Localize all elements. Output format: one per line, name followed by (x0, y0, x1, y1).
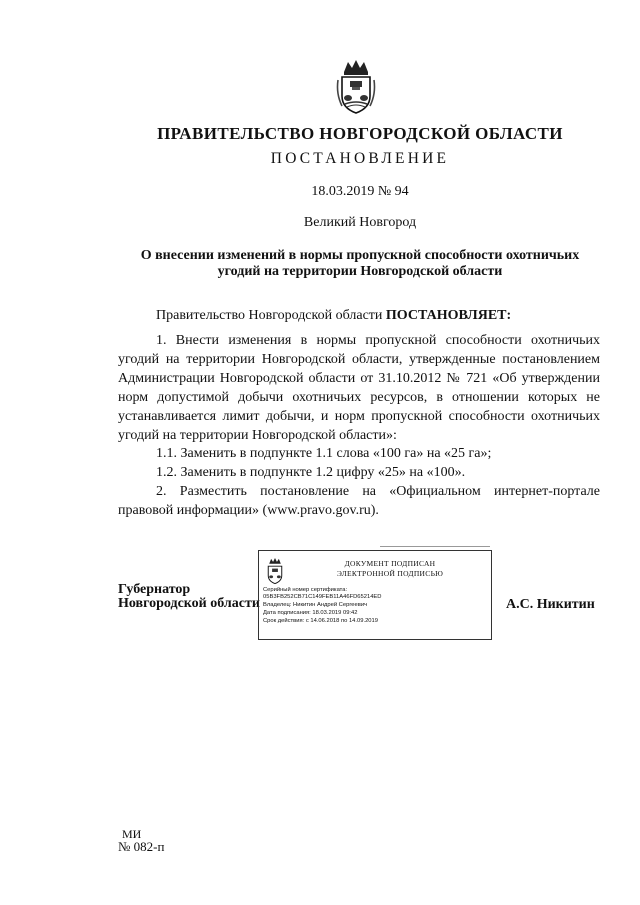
coat-of-arms-icon (334, 58, 378, 116)
decree-intro-text: Правительство Новгородской области (156, 308, 386, 323)
certificate-owner: Владелец: Никитин Андрей Сергеевич (263, 602, 368, 608)
stamp-divider (380, 546, 490, 547)
signing-date: Дата подписания: 18.03.2019 09:42 (263, 610, 358, 616)
document-type: ПОСТАНОВЛЕНИЕ (270, 150, 450, 167)
certificate-validity: Срок действия: с 14.06.2018 по 14.09.2019 (263, 618, 378, 624)
stamp-title-line-1: ДОКУМЕНТ ПОДПИСАН (344, 559, 436, 568)
signer-name: А.С. Никитин (506, 597, 595, 612)
decree-intro (118, 306, 600, 325)
coat-of-arms-icon (264, 557, 286, 585)
document-subject (60, 248, 640, 280)
signer-position-line-2: Новгородской области (118, 596, 260, 611)
paragraph-1-1: 1.1. Заменить в подпункте 1.1 слова «100 га» на «25 га»; (156, 446, 492, 461)
stamp-title-line-2: ЭЛЕКТРОННОЙ ПОДПИСЬЮ (336, 569, 444, 578)
signer-position-line-1: Губернатор (118, 582, 191, 597)
subject-line-2: угодий на территории Новгородской области (217, 264, 503, 279)
subject-line-1: О внесении изменений в нормы пропускной способности охотничьих (140, 248, 580, 263)
paragraph-1: 1. Внести изменения в нормы пропускной способности охотничьих угодий на территории Новгородской области, утвержденные постановлением Администрации Новгородской области от 31.10.2012 № 721 «Об утверждении норм допустимой добычи охотничьих ресурсов, в отношении которых не устанавливается лимит добычи, и норм пропускной способности охотничьих угодий на территории Новгородской области»: (118, 333, 600, 443)
date-and-number: 18.03.2019 № 94 (311, 184, 409, 199)
paragraph-2: 2. Разместить постановление на «Официальном интернет-портале правовой информации» (www.pravo.gov.ru). (118, 484, 600, 518)
document-registry-number: № 082-п (118, 839, 165, 854)
certificate-number: 05B3FB252CB71C149FEB11A46FD65214ED (263, 594, 382, 600)
city: Великий Новгород (303, 215, 417, 230)
stamp-title (293, 559, 487, 579)
certificate-label: Серийный номер сертификата: (263, 587, 348, 593)
government-title: ПРАВИТЕЛЬСТВО НОВГОРОДСКОЙ ОБЛАСТИ (157, 124, 563, 143)
electronic-signature-stamp (258, 550, 492, 640)
decree-word: ПОСТАНОВЛЯЕТ: (385, 308, 512, 323)
paragraph-1-2: 1.2. Заменить в подпункте 1.2 цифру «25» на «100». (156, 465, 466, 480)
author-initials: МИ (122, 827, 142, 841)
